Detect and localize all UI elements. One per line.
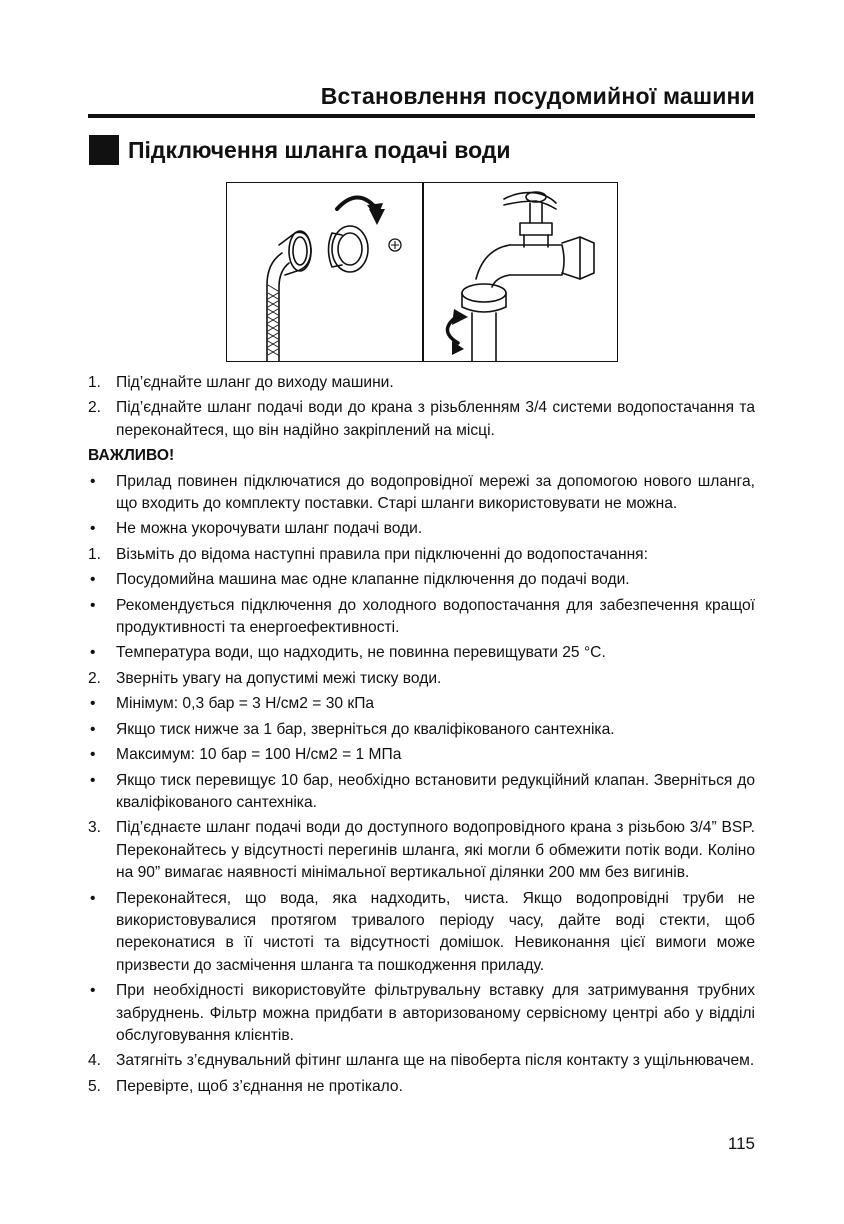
item-text: Переконайтеся, що вода, яка надходить, чиста. Якщо водопровідні труби не використовувалися протягом тривалого періоду часу, дайте воді стекти, щоб переконатися в її чистоті та відсутності домішок. Невиконання цієї вимоги може призвести до засмічення шланга та пошкодження приладу.	[116, 889, 755, 974]
bullet-item	[88, 569, 755, 591]
numbered-item	[88, 817, 755, 884]
numbered-item	[88, 1076, 755, 1098]
section-marker-square	[89, 135, 119, 165]
bullet-marker: •	[90, 746, 96, 764]
item-text: Посудомийна машина має одне клапанне підключення до подачі води.	[116, 571, 630, 589]
hose-installation-figure	[226, 182, 618, 362]
bullet-marker: •	[90, 596, 96, 614]
bullet-item	[88, 888, 755, 978]
bullet-item	[88, 719, 755, 741]
item-number: 4.	[88, 1052, 102, 1070]
numbered-item	[88, 668, 755, 690]
bullet-marker: •	[90, 520, 96, 538]
item-text: Під’єднайте шланг подачі води до крана з різьбленням 3/4 системи водопостачання та переконайтеся, що він надійно закріплений на місці.	[116, 399, 755, 439]
instructions-list	[88, 372, 755, 1101]
item-text: Якщо тиск перевищує 10 бар, необхідно встановити редукційний клапан. Зверніться до кваліфікованого сантехніка.	[116, 771, 755, 811]
bullet-marker: •	[90, 889, 96, 907]
bullet-item	[88, 770, 755, 815]
bullet-marker: •	[90, 571, 96, 589]
item-text: Не можна укорочувати шланг подачі води.	[116, 520, 423, 538]
item-number: 2.	[88, 669, 102, 687]
bullet-marker: •	[90, 982, 96, 1000]
item-number: 1.	[88, 374, 102, 391]
bullet-item	[88, 693, 755, 715]
bullet-marker: •	[90, 472, 96, 490]
bullet-marker: •	[90, 644, 96, 662]
item-text: Затягніть з’єднувальний фітинг шланга ще на півоберта після контакту з ущільнювачем.	[116, 1052, 755, 1070]
item-text: Зверніть увагу на допустимі межі тиску води.	[116, 669, 442, 687]
item-text: Мінімум: 0,3 бар = 3 Н/см2 = 30 кПа	[116, 695, 375, 713]
water-tap-icon	[424, 183, 619, 361]
item-text: Під’єднаєте шланг подачі води до доступного водопровідного крана з різьбою 3/4” BSP. Переконайтесь у відсутності перегинів шланга, які могли б обмежити потік води. Коліно на 90” вимагає наявності мінімальної вертикальної ділянки 200 мм без вигинів.	[116, 819, 755, 882]
numbered-item	[88, 397, 755, 442]
item-text: При необхідності використовуйте фільтрувальну вставку для затримування трубних забруднень. Фільтр можна придбати в авторизованому сервісному центрі або у відділі обслуговування клієнтів.	[116, 982, 755, 1044]
bullet-item	[88, 642, 755, 664]
bullet-marker: •	[90, 771, 96, 789]
bullet-item	[88, 471, 755, 516]
bullet-item	[88, 744, 755, 766]
header-rule	[88, 114, 755, 118]
important-heading: ВАЖЛИВО!	[88, 447, 175, 465]
item-number: 3.	[88, 819, 102, 837]
numbered-item	[88, 544, 755, 566]
item-text: Візьміть до відома наступні правила при підключенні до водопостачання:	[116, 545, 648, 563]
item-text: Максимум: 10 бар = 100 Н/см2 = 1 МПа	[116, 746, 402, 764]
bullet-item	[88, 595, 755, 640]
bullet-item	[88, 980, 755, 1047]
item-text: Рекомендується підключення до холодного водопостачання для забезпечення кращої продуктивності та енергоефективності.	[116, 596, 755, 637]
item-number: 1.	[88, 545, 102, 563]
item-number: 2.	[88, 399, 102, 417]
section-title: Підключення шланга подачі води	[128, 137, 511, 163]
item-text: Під’єднайте шланг до виходу машини.	[116, 374, 394, 391]
page-header-title: Встановлення посудомийної машини	[320, 83, 755, 109]
item-text: Температура води, що надходить, не повинна перевищувати 25 °C.	[116, 644, 606, 662]
item-text: Перевірте, щоб з’єднання не протікало.	[116, 1077, 403, 1095]
hose-connection-icon	[227, 183, 422, 361]
item-number: 5.	[88, 1077, 102, 1095]
item-text: Прилад повинен підключатися до водопровідної мережі за допомогою нового шланга, що входить до комплекту поставки. Старі шланги використовувати не можна.	[116, 472, 755, 513]
bullet-item	[88, 518, 755, 540]
numbered-item	[88, 372, 755, 394]
bullet-marker: •	[90, 695, 96, 713]
bullet-marker: •	[90, 720, 96, 738]
item-text: Якщо тиск нижче за 1 бар, зверніться до кваліфікованого сантехніка.	[116, 720, 615, 738]
page-number: 115	[727, 1134, 755, 1153]
numbered-item	[88, 1050, 755, 1072]
